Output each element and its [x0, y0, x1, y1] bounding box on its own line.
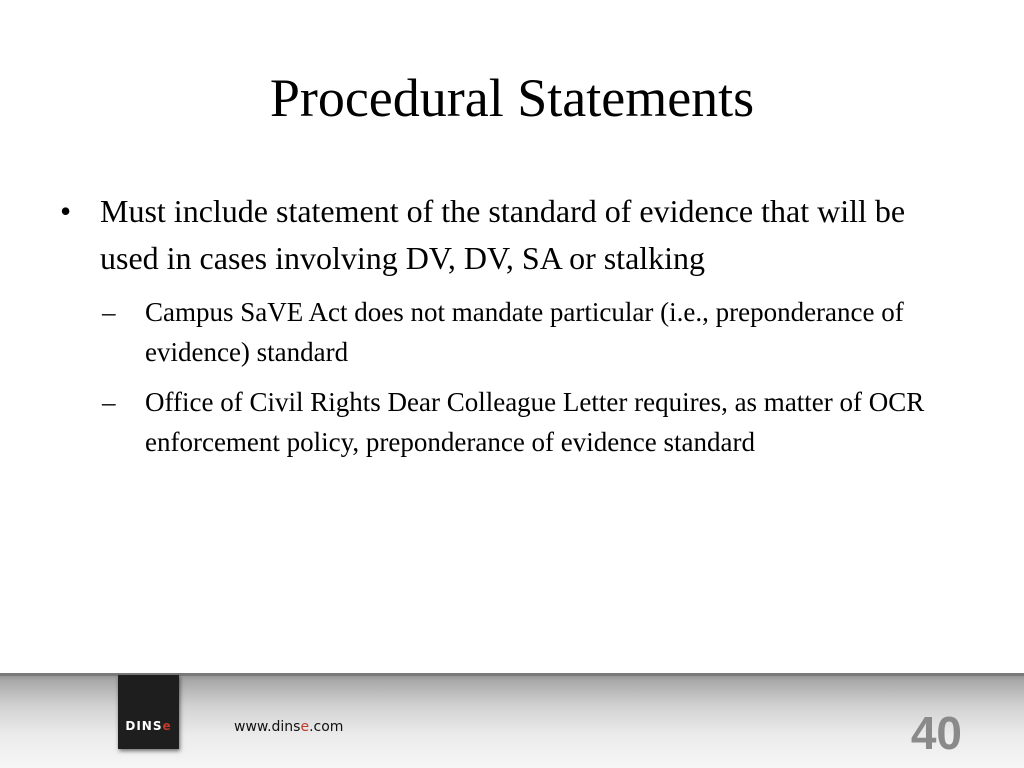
sub-bullet-item — [100, 292, 958, 372]
url-prefix: www.dins — [234, 719, 301, 735]
logo-wordmark — [118, 719, 179, 733]
sub-bullet-text: Campus SaVE Act does not mandate particular (i.e., preponderance of evidence) standard — [145, 297, 904, 367]
sub-bullet-marker: – — [102, 297, 116, 327]
sub-bullet-marker: – — [102, 387, 116, 417]
logo-text-accent: e — [162, 719, 172, 733]
bullet-marker: • — [60, 193, 72, 229]
logo-text-main: DINS — [125, 719, 163, 733]
bullet-text: Must include statement of the standard of evidence that will be used in cases involving DV, DV, SA or stalking — [100, 193, 906, 276]
slide-title: Procedural Statements — [269, 68, 755, 128]
sub-bullet-text: Office of Civil Rights Dear Colleague Letter requires, as matter of OCR enforcement policy, preponderance of evidence standard — [145, 387, 925, 457]
url-accent: e — [300, 719, 310, 735]
company-logo — [118, 675, 179, 749]
url-suffix: .com — [309, 719, 344, 735]
page-number: 40 — [910, 707, 962, 759]
sub-bullet-item — [100, 382, 958, 462]
website-link[interactable] — [234, 719, 343, 735]
bullet-item — [58, 188, 958, 282]
slide-body — [58, 188, 958, 472]
